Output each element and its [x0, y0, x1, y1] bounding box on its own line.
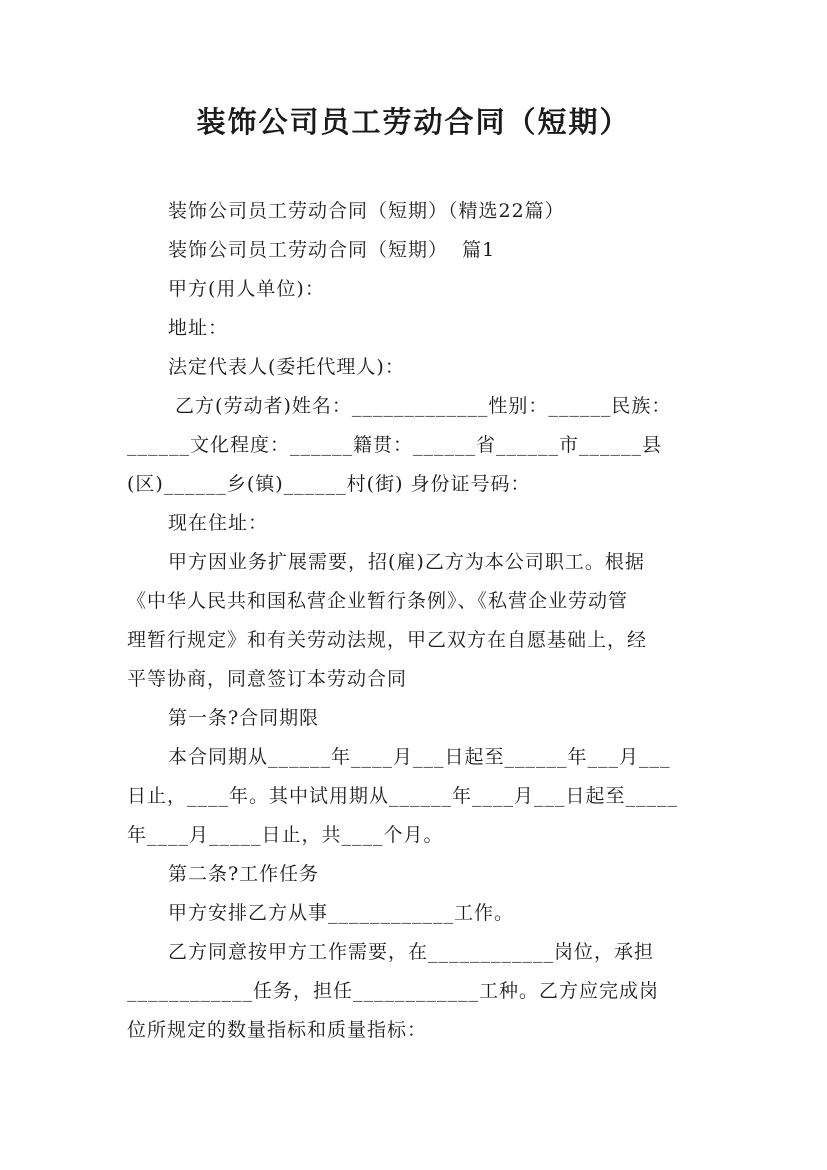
- party-b-line-2: ______文化程度：______籍贯：______省______市______县: [127, 434, 663, 456]
- current-address-line: 现在住址：: [168, 512, 269, 534]
- document-title: 装饰公司员工劳动合同（短期）: [196, 105, 631, 139]
- article-2-heading: 第二条?工作任务: [168, 863, 320, 885]
- party-a-line: 甲方(用人单位)：: [168, 278, 325, 300]
- section-heading-line: 装饰公司员工劳动合同（短期） 篇1: [168, 239, 496, 261]
- paragraph-line: 平等协商，同意签订本劳动合同: [127, 668, 408, 690]
- party-b-line-3: (区)______乡(镇)______村(街) 身份证号码：: [127, 473, 531, 495]
- article-2-line: 甲方安排乙方从事____________工作。: [168, 902, 515, 924]
- paragraph-line: 理暂行规定》和有关劳动法规，甲乙双方在自愿基础上，经: [127, 629, 648, 651]
- article-1-heading: 第一条?合同期限: [168, 707, 320, 729]
- paragraph-line: 《中华人民共和国私营企业暂行条例》、《私营企业劳动管: [127, 590, 629, 612]
- article-1-line: 日止，____年。其中试用期从______年____月___日起至_____: [127, 785, 679, 807]
- paragraph-line: 甲方因业务扩展需要，招(雇)乙方为本公司职工。根据: [168, 551, 645, 573]
- article-2-line: 位所规定的数量指标和质量指标：: [127, 1019, 428, 1041]
- address-line: 地址：: [168, 317, 229, 339]
- subtitle-line: 装饰公司员工劳动合同（短期）（精选22篇）: [168, 200, 565, 222]
- article-2-line: ____________任务，担任____________工种。乙方应完成岗: [127, 980, 660, 1002]
- article-1-line: 年____月_____日止，共____个月。: [127, 824, 444, 846]
- legal-rep-line: 法定代表人(委托代理人)：: [168, 356, 405, 378]
- article-1-line: 本合同期从______年____月___日起至______年___月___: [168, 746, 671, 768]
- party-b-line: 乙方(劳动者)姓名：_____________性别：______民族：: [168, 395, 672, 417]
- article-2-line: 乙方同意按甲方工作需要，在____________岗位，承担: [168, 941, 655, 963]
